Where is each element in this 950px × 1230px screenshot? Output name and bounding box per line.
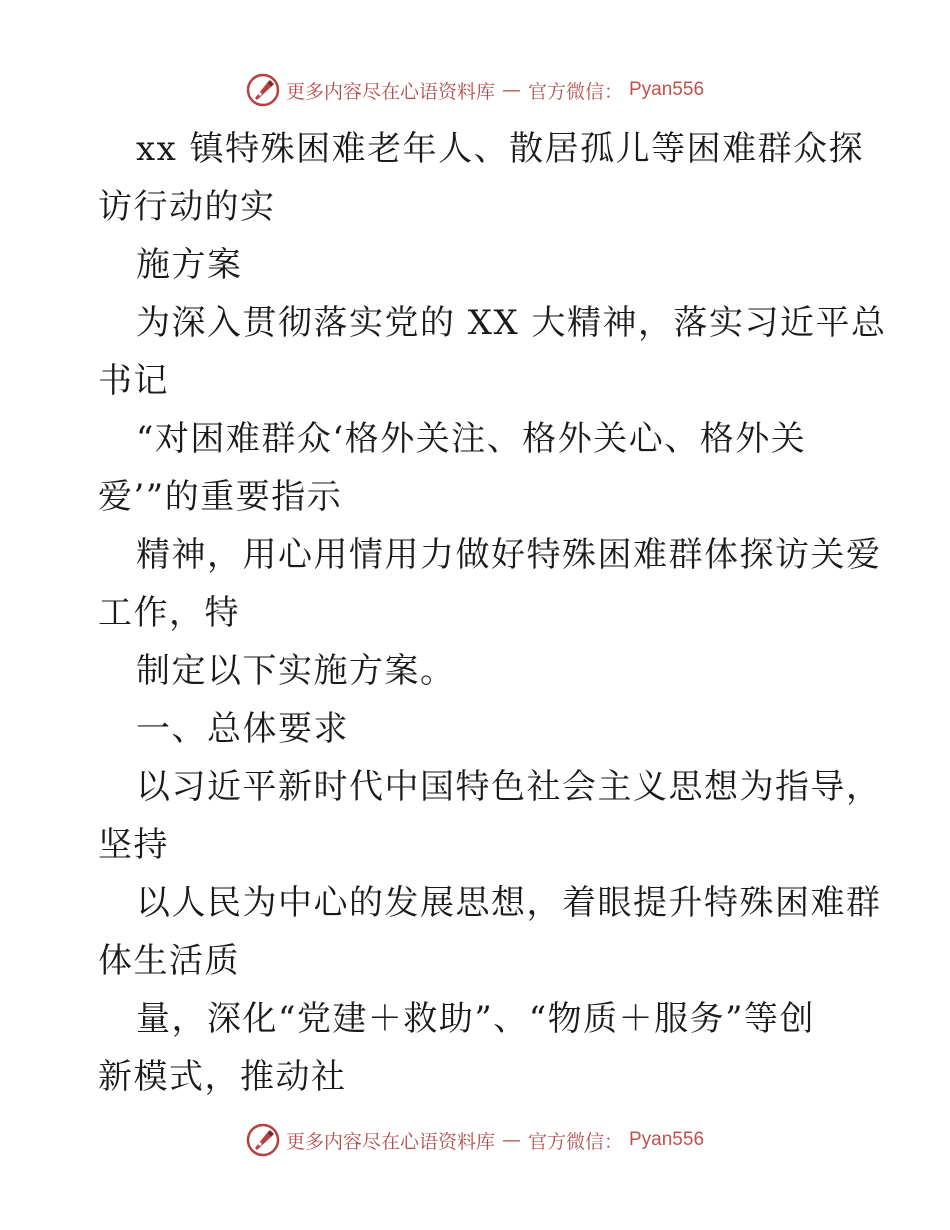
text-line: 施方案 — [136, 245, 243, 285]
header-banner — [0, 70, 950, 110]
text-line: 爱’”的重要指示 — [98, 477, 343, 517]
text-line: 制定以下实施方案。 — [136, 651, 456, 691]
text-line: 访行动的实 — [98, 187, 276, 227]
text-line: 以人民为中心的发展思想，着眼提升特殊困难群 — [136, 883, 882, 923]
pen-nib-logo-icon — [246, 1123, 280, 1157]
text-line: 工作，特 — [98, 593, 240, 633]
wechat-id: Pyan556 — [629, 1129, 705, 1150]
text-line: 量，深化“党建＋救助”、“物质＋服务”等创 — [136, 999, 816, 1039]
banner-separator: — — [501, 1129, 521, 1151]
text-line: “对困难群众‘格外关注、格外关心、格外关 — [136, 419, 807, 459]
footer-banner — [0, 1120, 950, 1160]
text-line: 坚持 — [98, 825, 169, 865]
brand-text: 更多内容尽在心语资料库 — [285, 80, 495, 103]
wechat-id: Pyan556 — [629, 79, 705, 100]
text-line: 精神，用心用情用力做好特殊困难群体探访关爱 — [136, 535, 882, 575]
text-line: 新模式，推动社 — [98, 1057, 347, 1097]
text-line: 体生活质 — [98, 941, 240, 981]
section-heading: 一、总体要求 — [136, 709, 349, 749]
contact-label: 官方微信： — [527, 80, 623, 103]
contact-label: 官方微信： — [527, 1130, 623, 1153]
text-line: 书记 — [98, 361, 169, 401]
banner-separator: — — [501, 79, 521, 101]
pen-nib-logo-icon — [246, 73, 280, 107]
brand-text: 更多内容尽在心语资料库 — [285, 1130, 495, 1153]
text-line: xx 镇特殊困难老年人、散居孤儿等困难群众探 — [136, 129, 865, 169]
text-line: 以习近平新时代中国特色社会主义思想为指导， — [136, 767, 882, 807]
text-line: 为深入贯彻落实党的 XX 大精神，落实习近平总 — [136, 303, 887, 343]
